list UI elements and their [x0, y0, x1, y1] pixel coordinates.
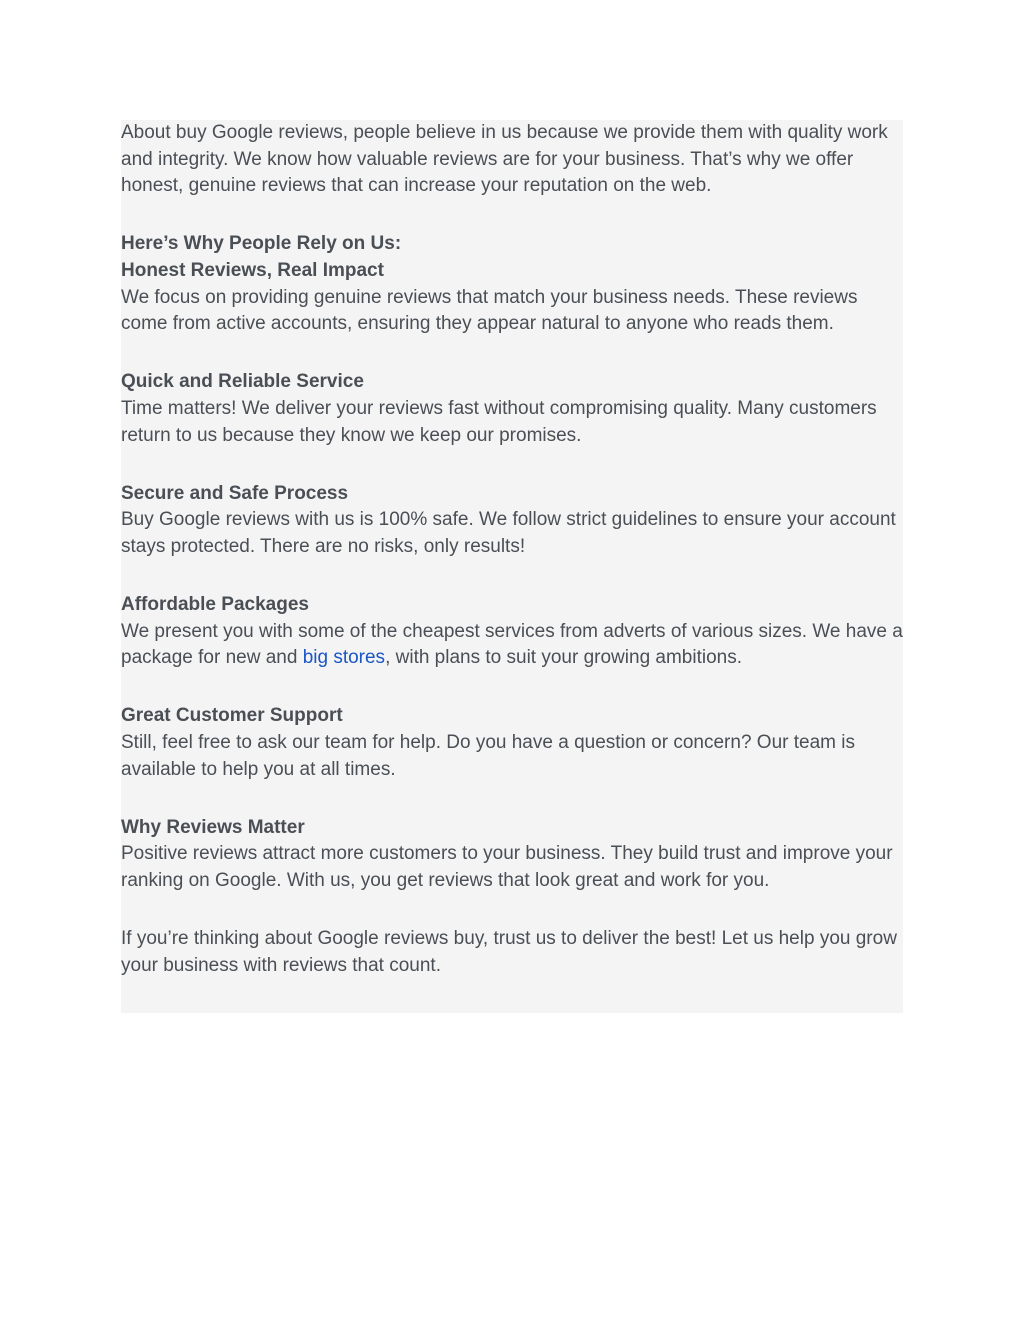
section-title-customer-support: Great Customer Support [121, 705, 343, 727]
closing-paragraph: If you’re thinking about Google reviews buy, trust us to deliver the best! Let us help you grow your business with reviews that count. [121, 928, 897, 976]
section-title-affordable-packages: Affordable Packages [121, 594, 309, 616]
why-heading: Here’s Why People Rely on Us: [121, 233, 402, 255]
spacer [121, 895, 903, 927]
section-title-secure-process: Secure and Safe Process [121, 482, 349, 504]
spacer [121, 200, 903, 232]
affordable-text-after-link: , with plans to suit your growing ambitions. [385, 647, 743, 669]
section-body-customer-support: Still, feel free to ask our team for help. Do you have a question or concern? Our team is available to help you at all times. [121, 732, 855, 780]
section-body-quick-service: Time matters! We deliver your reviews fast without compromising quality. Many customers return to us because they know we keep our promises. [121, 397, 877, 446]
section-body-affordable-packages [121, 619, 903, 672]
section-body-why-reviews-matter: Positive reviews attract more customers to your business. They build trust and improve your ranking on Google. With us, you get reviews that look great and work for you. [121, 843, 893, 892]
content-block [121, 120, 903, 1013]
spacer [121, 338, 903, 370]
section-body-honest-reviews: We focus on providing genuine reviews that match your business needs. These reviews come from active accounts, ensuring they appear natural to anyone who reads them. [121, 286, 858, 335]
spacer [121, 783, 903, 815]
spacer [121, 672, 903, 704]
section-title-quick-service: Quick and Reliable Service [121, 371, 364, 393]
section-title-why-reviews-matter: Why Reviews Matter [121, 816, 305, 838]
section-title-honest-reviews: Honest Reviews, Real Impact [121, 259, 384, 281]
intro-paragraph: About buy Google reviews, people believe in us because we provide them with quality work and integrity. We know how valuable reviews are for your business. That’s why we offer honest, genuine reviews that can increase your reputation on the web. [121, 122, 888, 197]
spacer [121, 561, 903, 593]
section-body-secure-process: Buy Google reviews with us is 100% safe. We follow strict guidelines to ensure your account stays protected. There are no risks, only results! [121, 509, 896, 557]
big-stores-link[interactable]: big stores [302, 647, 386, 669]
spacer [121, 449, 903, 481]
affordable-text-before-link: We present you with some of the cheapest services from adverts of various sizes. We have a package for new and [121, 620, 903, 669]
